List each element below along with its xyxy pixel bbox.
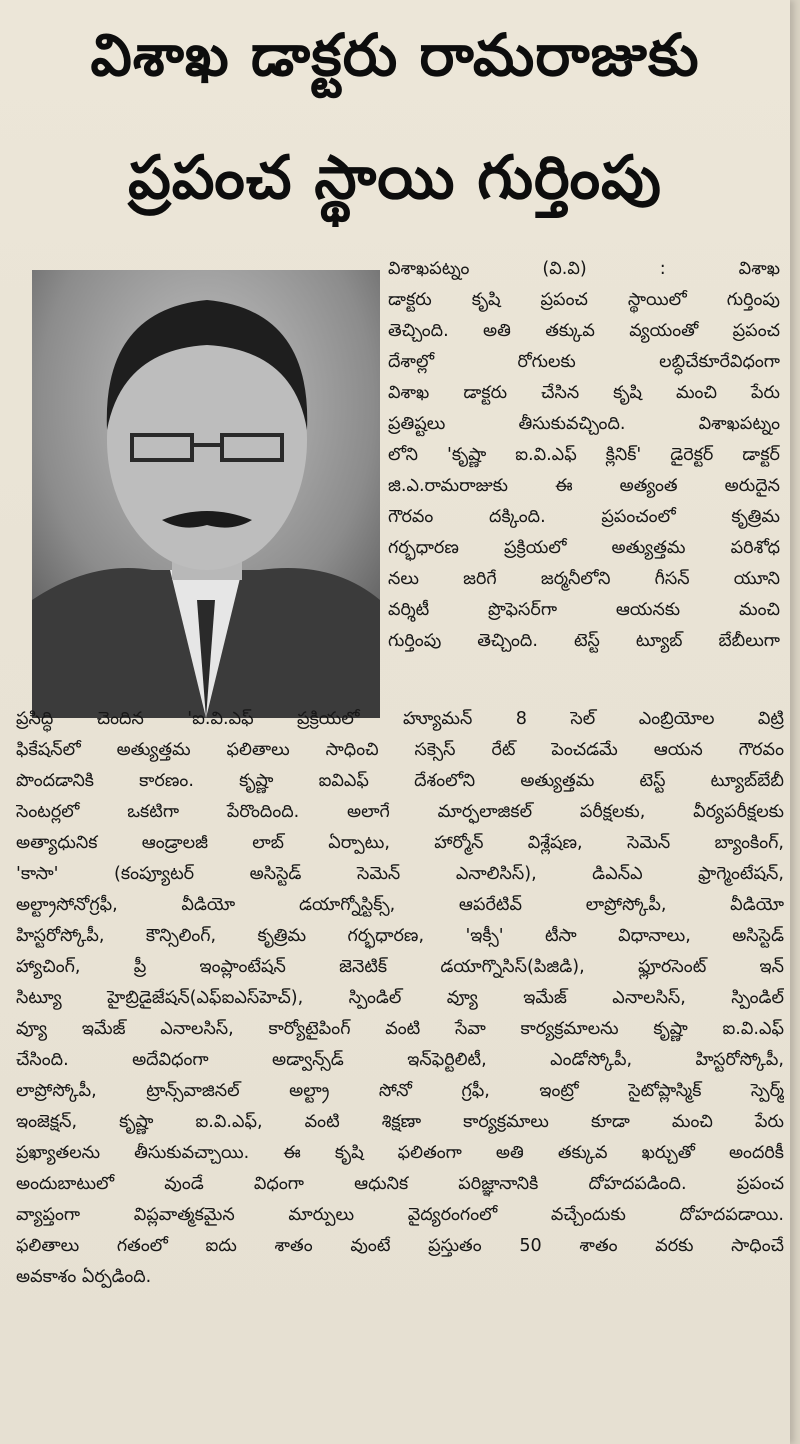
article-line: హిస్టరోస్కోపీ, కౌన్సిలింగ్, కృత్రిమ గర్భధారణ, 'ఇక్సీ' టీసా విధానాలు, అసిస్టెడ్ [16, 926, 784, 946]
article-line: పొందడానికి కారణం. కృష్ణా ఐవిఎఫ్ దేశంలోని అత్యుత్తమ టెస్ట్ ట్యూబ్‌బేబీ [16, 771, 784, 791]
article-full-column [16, 704, 784, 1293]
headline-line-2: ప్రపంచ స్థాయి గుర్తింపు [128, 143, 662, 213]
article-line: సెంటర్లలో ఒకటిగా పేరొందింది. అలాగే మార్ఫలాజికల్ పరీక్షలకు, వీర్యపరీక్షలకు [16, 802, 784, 822]
article-line: జి.ఎ.రామరాజుకు ఈ అత్యంత అరుదైన [388, 476, 780, 496]
article-line: తెచ్చింది. అతి తక్కువ వ్యయంతో ప్రపంచ [388, 321, 780, 341]
article-line: వ్యూ ఇమేజ్ ఎనాలసిస్, కార్యోటైపింగ్ వంటి సేవా కార్యక్రమాలను కృష్ణా ఐ.వి.ఎఫ్ [16, 1019, 784, 1039]
article-line: 'కాసా' (కంప్యూటర్ అసిస్టెడ్ సెమెన్ ఎనాలిసిస్), డిఎన్ఎ ఫ్రాగ్మెంటేషన్, [16, 864, 784, 884]
article-line: గౌరవం దక్కింది. ప్రపంచంలో కృత్రిమ [388, 507, 780, 527]
article-line: దేశాల్లో రోగులకు లబ్ధిచేకూరేవిధంగా [388, 352, 780, 372]
article-line: విశాఖ డాక్టరు చేసిన కృషి మంచి పేరు [388, 383, 780, 403]
article-line: అవకాశం ఏర్పడింది. [16, 1267, 152, 1287]
article-line: డాక్టరు కృషి ప్రపంచ స్థాయిలో గుర్తింపు [388, 290, 780, 310]
article-line: లోని 'కృష్ణా ఐ.వి.ఎఫ్ క్లినిక్' డైరెక్టర్ డాక్టర్ [388, 445, 780, 465]
headline-line-1: విశాఖ డాక్టరు రామరాజుకు [90, 21, 700, 89]
portrait-photo [32, 270, 380, 718]
article-line: వ్యాప్తంగా విప్లవాత్మకమైన మార్పులు వైద్యరంగంలో వచ్చేందుకు దోహదపడాయి. [16, 1205, 784, 1225]
article-line: వర్శిటీ ప్రొఫెసర్‌గా ఆయనకు మంచి [388, 600, 780, 620]
article-line: సిట్యూ హైబ్రిడైజేషన్(ఎఫ్ఐఎస్‌హెచ్), స్పిండిల్ వ్యూ ఇమేజ్ ఎనాలసిస్, స్పిండిల్ [16, 988, 784, 1008]
article-line: గర్భధారణ ప్రక్రియలో అత్యుత్తమ పరిశోధ [388, 538, 780, 558]
article-line: ఫలితాలు గతంలో ఐదు శాతం వుంటే ప్రస్తుతం 50 శాతం వరకు సాధించే [16, 1236, 784, 1256]
article-line: హ్యాచింగ్, ప్రీ ఇంప్లాంటేషన్ జెనెటిక్ డయాగ్నొసిస్(పిజిడి), ఫ్లూరసెంట్ ఇన్ [16, 957, 784, 977]
article-line: ప్రఖ్యాతలను తీసుకువచ్చాయి. ఈ కృషి ఫలితంగా అతి తక్కువ ఖర్చుతో అందరికీ [16, 1143, 784, 1163]
article-line: అల్ట్రాసోనోగ్రఫీ, వీడియో డయాగ్నోస్టిక్స్, ఆపరేటివ్ లాప్రోస్కోపీ, వీడియో [16, 895, 784, 915]
article-line: ప్రసిద్ధి చెందిన 'ఐ.వి.ఎఫ్ ప్రక్రియలో హ్యూమన్ 8 సెల్ ఎంబ్రియోల విట్రి [16, 709, 784, 729]
article-line: చేసింది. అదేవిధంగా అడ్వాన్స్‌డ్ ఇన్‌ఫెర్టిలిటీ, ఎండోస్కోపీ, హిస్టరోస్కోపీ, [16, 1050, 784, 1070]
article-line: ఫికేషన్‌లో అత్యుత్తమ ఫలితాలు సాధించి సక్సెస్ రేట్ పెంచడమే ఆయన గౌరవం [16, 740, 784, 760]
article-line: ప్రతిష్టలు తీసుకువచ్చింది. విశాఖపట్నం [388, 414, 780, 434]
article-line: అందుబాటులో వుండే విధంగా ఆధునిక పరిజ్ఞానానికి దోహదపడింది. ప్రపంచ [16, 1174, 784, 1194]
article-line: అత్యాధునిక ఆండ్రాలజీ లాబ్ ఏర్పాటు, హార్మోన్ విశ్లేషణ, సెమెన్ బ్యాంకింగ్, [16, 833, 784, 853]
article-line: ఇంజెక్షన్, కృష్ణా ఐ.వి.ఎఫ్, వంటి శిక్షణా కార్యక్రమాలు కూడా మంచి పేరు [16, 1112, 784, 1132]
article-line: నలు జరిగే జర్మనీలోని గీసన్ యూని [388, 569, 780, 589]
article-line: లాప్రోస్కోపీ, ట్రాన్స్‌వాజినల్ అల్ట్రా సోనో గ్రఫీ, ఇంట్రో సైటోప్లాస్మిక్ స్పెర్మ్ [16, 1081, 784, 1101]
article-line: విశాఖపట్నం (వి.వి) : విశాఖ [388, 259, 780, 279]
article-side-column [388, 254, 780, 657]
article-line: గుర్తింపు తెచ్చింది. టెస్ట్ ట్యూబ్ బేబీలుగా [388, 631, 780, 651]
